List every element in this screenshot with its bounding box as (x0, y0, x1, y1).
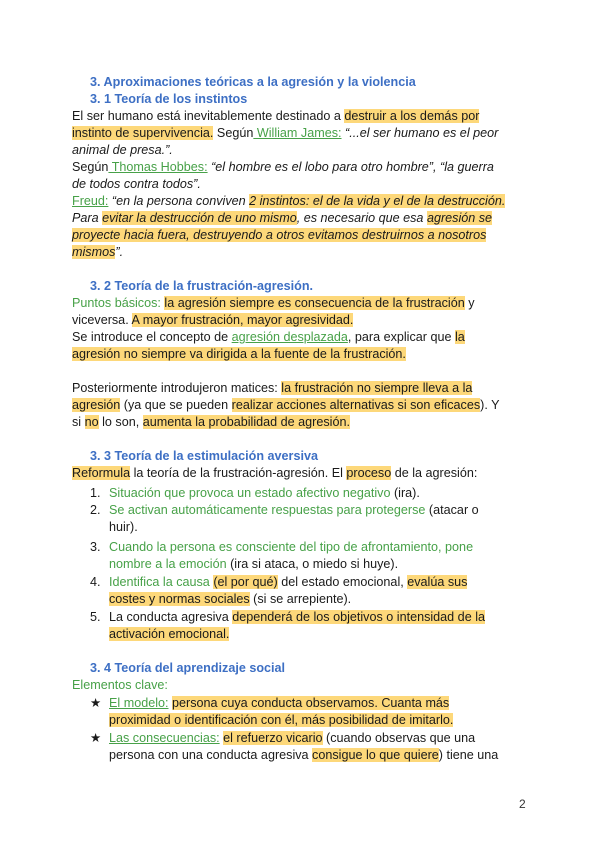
paragraph-line: proyecte hacia fuera, destruyendo a otros evitamos destruirnos a nosotros (72, 228, 487, 242)
paragraph-line: El ser humano está inevitablemente destinado a destruir a los demás por (72, 109, 480, 123)
list-number: 1. (90, 486, 101, 500)
list-number: 3. (90, 540, 101, 554)
paragraph-line: Freud: “en la persona conviven 2 instintos: el de la vida y el de la destrucción. (72, 194, 506, 208)
list-item: Se activan automáticamente respuestas para protegerse (atacar o (109, 503, 479, 517)
thomas-hobbes-link[interactable]: Thomas Hobbes: (108, 160, 208, 174)
list-number: 5. (90, 610, 101, 624)
list-item: Cuando la persona es consciente del tipo de afrontamiento, pone (109, 540, 474, 554)
page-number: 2 (519, 797, 526, 811)
list-item-continued: huir). (109, 520, 138, 534)
subsection-title-frustracion: 3. 2 Teoría de la frustración-agresión. (90, 279, 314, 293)
list-item-continued: costes y normas sociales (si se arrepiente). (109, 592, 352, 606)
paragraph-line: Posteriormente introdujeron matices: la frustración no siempre lleva a la (72, 381, 473, 395)
paragraph-line: Reformula la teoría de la frustración-agresión. El proceso de la agresión: (72, 466, 478, 480)
section-heading: 3. Aproximaciones teóricas a la agresión y la violencia (90, 75, 416, 89)
list-number: 4. (90, 575, 101, 589)
list-item: La conducta agresiva dependerá de los objetivos o intensidad de la (109, 610, 485, 624)
list-item: Situación que provoca un estado afectivo negativo (ira). (109, 486, 420, 500)
paragraph-line: animal de presa.”. (72, 143, 173, 157)
paragraph-line: si no lo son, aumenta la probabilidad de agresión. (72, 415, 350, 429)
paragraph-line: Puntos básicos: la agresión siempre es consecuencia de la frustración y (72, 296, 475, 310)
elementos-clave-label: Elementos clave: (72, 678, 168, 692)
freud-link[interactable]: Freud: (72, 194, 109, 208)
list-item-continued: activación emocional. (109, 627, 230, 641)
subsection-title-estimulacion: 3. 3 Teoría de la estimulación aversiva (90, 449, 318, 463)
subsection-title-aprendizaje: 3. 4 Teoría del aprendizaje social (90, 661, 286, 675)
star-bullet-icon: ★ (90, 731, 102, 745)
list-item: El modelo: persona cuya conducta observamos. Cuanta más (109, 696, 450, 710)
list-number: 2. (90, 503, 101, 517)
paragraph-line: mismos”. (72, 245, 124, 259)
list-item: Identifica la causa (el por qué) del estado emocional, evalúa sus (109, 575, 468, 589)
paragraph-line: viceversa. A mayor frustración, mayor agresividad. (72, 313, 354, 327)
star-bullet-icon: ★ (90, 696, 102, 710)
paragraph-line: instinto de supervivencia. Según William James: “...el ser humano es el peor (72, 126, 499, 140)
list-item-continued: nombre a la emoción (ira si ataca, o miedo si huye). (109, 557, 399, 571)
paragraph-line: Se introduce el concepto de agresión desplazada, para explicar que la (72, 330, 465, 344)
subsection-title-instintos: 3. 1 Teoría de los instintos (90, 92, 248, 106)
list-item-continued: proximidad o identificación con él, más posibilidad de imitarlo. (109, 713, 454, 727)
list-item-continued: persona con una conducta agresiva consigue lo que quiere) tiene una (109, 748, 499, 762)
paragraph-line: agresión no siempre va dirigida a la fuente de la frustración. (72, 347, 406, 361)
paragraph-line: Según Thomas Hobbes: “el hombre es el lobo para otro hombre”, “la guerra (72, 160, 494, 174)
list-item: Las consecuencias: el refuerzo vicario (cuando observas que una (109, 731, 476, 745)
william-james-link[interactable]: William James: (253, 126, 342, 140)
paragraph-line: agresión (ya que se pueden realizar acciones alternativas si son eficaces). Y (72, 398, 500, 412)
el-modelo-link[interactable]: El modelo: (109, 696, 169, 710)
las-consecuencias-link[interactable]: Las consecuencias: (109, 731, 220, 745)
paragraph-line: Para evitar la destrucción de uno mismo, es necesario que esa agresión se (72, 211, 493, 225)
agresion-desplazada-link[interactable]: agresión desplazada (231, 330, 348, 344)
paragraph-line: de todos contra todos”. (72, 177, 201, 191)
